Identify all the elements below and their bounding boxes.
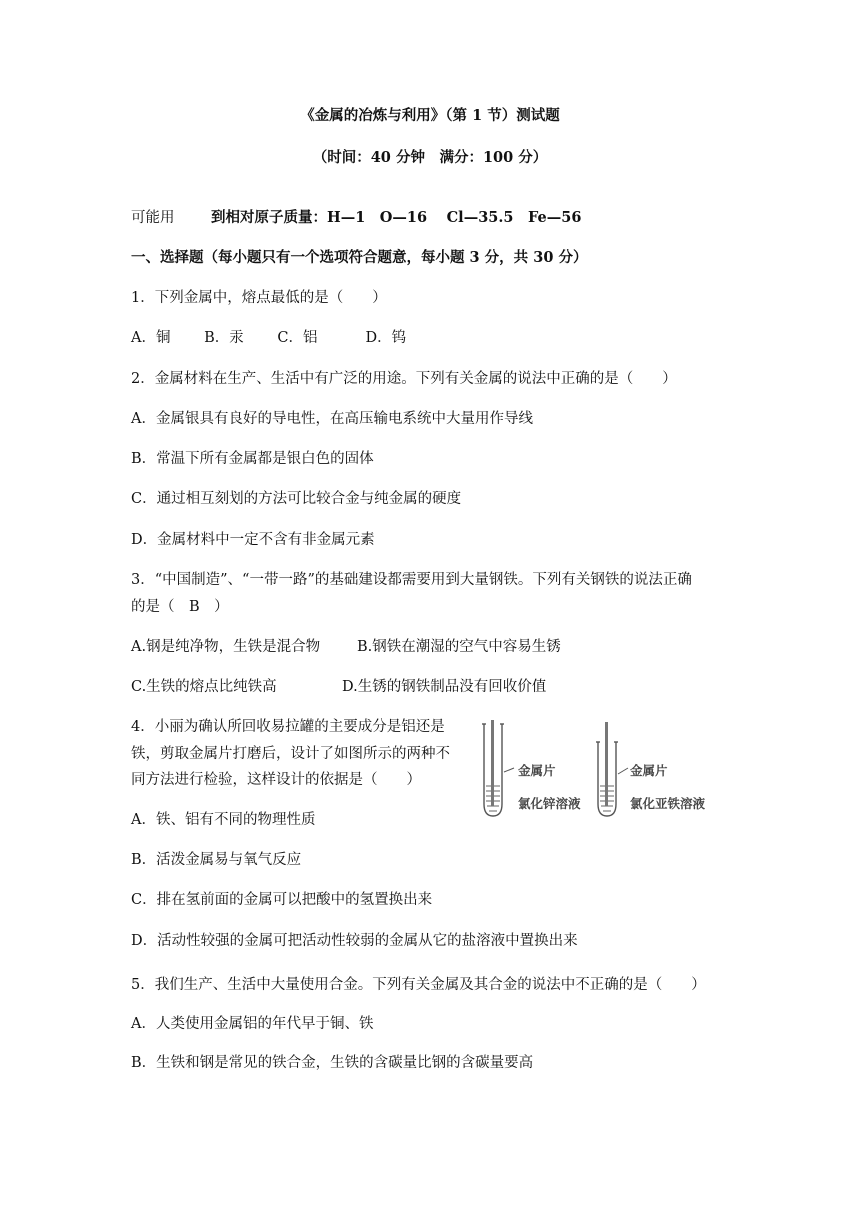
q3-option-d: D.生锈的钢铁制品没有回收价值 <box>342 679 547 695</box>
q3-option-b: B.钢铁在潮湿的空气中容易生锈 <box>357 639 561 655</box>
q4-stem-line2: 铁，剪取金属片打磨后，设计了如图所示的两种不 <box>131 746 450 762</box>
q3-stem-line1: 3．“中国制造”、“一带一路”的基础建设都需要用到大量钢铁。下列有关钢铁的说法正确 <box>131 572 692 588</box>
page-title: 《金属的冶炼与利用》（第 1 节）测试题 <box>300 107 560 124</box>
q4-option-c: C．排在氢前面的金属可以把酸中的氢置换出来 <box>131 892 433 908</box>
q2-option-d: D．金属材料中一定不含有非金属元素 <box>131 532 375 548</box>
q3-stem-line2: 的是（ B ） <box>131 599 229 615</box>
q2-stem: 2．金属材料在生产、生活中有广泛的用途。下列有关金属的说法中正确的是（ ） <box>131 371 677 387</box>
atomic-mass-values: 到相对原子质量：H—1 O—16 Cl—35.5 Fe—56 <box>211 209 582 226</box>
experiment-figure <box>478 716 728 826</box>
section-heading: 一、选择题（每小题只有一个选项符合题意，每小题 3 分，共 30 分） <box>131 249 588 266</box>
right-metal-strip <box>605 722 608 806</box>
left-metal-label: 金属片 <box>518 763 556 778</box>
atomic-mass-prefix: 可能用 <box>131 210 175 226</box>
page-subtitle: （时间：40 分钟 满分：100 分） <box>312 149 548 166</box>
q5-option-b: B．生铁和钢是常见的铁合金，生铁的含碳量比钢的含碳量要高 <box>131 1055 534 1071</box>
q3-option-a: A.钢是纯净物，生铁是混合物 <box>131 639 321 655</box>
q5-stem: 5．我们生产、生活中大量使用合金。下列有关金属及其合金的说法中不正确的是（ ） <box>131 977 706 993</box>
q1-options: A．铜 B．汞 C．铝 D．钨 <box>131 330 407 346</box>
left-metal-strip <box>491 720 494 806</box>
q3-option-c: C.生铁的熔点比纯铁高 <box>131 679 277 695</box>
right-metal-label: 金属片 <box>630 763 668 778</box>
q2-option-c: C．通过相互刻划的方法可比较合金与纯金属的硬度 <box>131 491 462 507</box>
q1-stem: 1．下列金属中，熔点最低的是（ ） <box>131 290 387 306</box>
q4-stem-line1: 4．小丽为确认所回收易拉罐的主要成分是铝还是 <box>131 719 445 735</box>
right-solution-label: 氯化亚铁溶液 <box>630 796 706 811</box>
q2-option-b: B．常温下所有金属都是银白色的固体 <box>131 451 374 467</box>
q4-stem-line3: 同方法进行检验，这样设计的依据是（ ） <box>131 772 421 788</box>
left-solution-label: 氯化锌溶液 <box>518 796 581 811</box>
q2-option-a: A．金属银具有良好的导电性，在高压输电系统中大量用作导线 <box>131 411 533 427</box>
q5-option-a: A．人类使用金属铝的年代早于铜、铁 <box>131 1016 374 1032</box>
q4-option-b: B．活泼金属易与氧气反应 <box>131 852 302 868</box>
q4-option-a: A．铁、铝有不同的物理性质 <box>131 812 316 828</box>
q4-option-d: D．活动性较强的金属可把活动性较弱的金属从它的盐溶液中置换出来 <box>131 933 578 949</box>
